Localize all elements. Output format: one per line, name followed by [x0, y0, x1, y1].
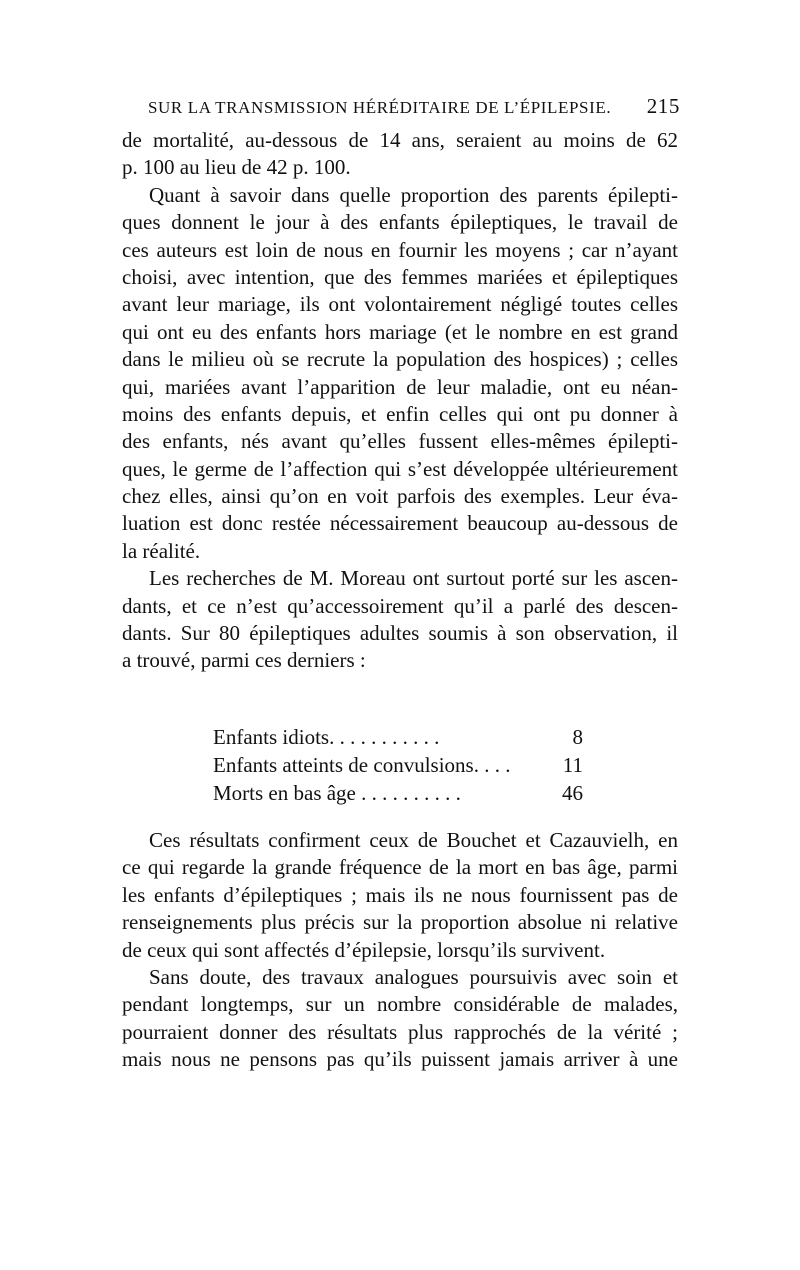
page-number: 215: [646, 94, 680, 118]
text-line: ques, le germe de l’affection qui s’est développée ultérieurement: [122, 456, 678, 481]
text-line: p. 100 au lieu de 42 p. 100.: [122, 155, 351, 180]
text-line: choisi, avec intention, que des femmes mariées et épileptiques: [122, 264, 678, 289]
text-line: qui, mariées avant l’apparition de leur maladie, ont eu néan-: [122, 374, 678, 399]
text-line: les enfants d’épileptiques ; mais ils ne nous fournissent pas de: [122, 882, 678, 907]
table-row-value: 46: [562, 781, 583, 805]
text-line: qui ont eu des enfants hors mariage (et le nombre en est grand: [122, 319, 678, 344]
text-line: Les recherches de M. Moreau ont surtout porté sur les ascen-: [149, 566, 678, 591]
text-line: pendant longtemps, sur un nombre considérable de malades,: [122, 992, 678, 1017]
table-row-label: Enfants idiots. . . . . . . . . . .: [213, 725, 440, 749]
text-line: avant leur mariage, ils ont volontairement négligé toutes celles: [122, 292, 678, 317]
text-line: pourraient donner des résultats plus rapprochés de la vérité ;: [122, 1019, 678, 1044]
text-line: de mortalité, au-dessous de 14 ans, seraient au moins de 62: [122, 128, 678, 152]
text-line: des enfants, nés avant qu’elles fussent elles-mêmes épilepti-: [122, 429, 678, 454]
page-header: [148, 94, 680, 124]
text-block-top: [122, 127, 678, 675]
text-line: ce qui regarde la grande fréquence de la mort en bas âge, parmi: [122, 855, 678, 880]
text-line: renseignements plus précis sur la proportion absolue ni relative: [122, 910, 678, 935]
text-line: dans le milieu où se recrute la population des hospices) ; celles: [122, 347, 678, 372]
offspring-table: [213, 725, 593, 809]
text-line: Ces résultats confirment ceux de Bouchet et Cazauvielh, en: [149, 828, 678, 852]
text-line: ques donnent le jour à des enfants épileptiques, le travail de: [122, 210, 678, 235]
text-line: Sans doute, des travaux analogues poursuivis avec soin et: [149, 964, 678, 989]
table-row-label: Enfants atteints de convulsions. . . .: [213, 753, 511, 777]
text-line: de ceux qui sont affectés d’épilepsie, lorsqu’ils survivent.: [122, 937, 606, 962]
running-title: SUR LA TRANSMISSION HÉRÉDITAIRE DE L’ÉPILEPSIE.: [148, 98, 612, 117]
text-line: dants. Sur 80 épileptiques adultes soumis à son observation, il: [122, 621, 678, 646]
table-row-value: 8: [572, 725, 583, 749]
text-line: a trouvé, parmi ces derniers :: [122, 648, 366, 673]
table-row-label: Morts en bas âge . . . . . . . . . .: [213, 781, 461, 805]
table-row: [213, 725, 593, 753]
text-line: mais nous ne pensons pas qu’ils puissent jamais arriver à une: [122, 1047, 678, 1072]
text-line: chez elles, ainsi qu’on en voit parfois des exemples. Leur éva-: [122, 484, 678, 509]
text-line: Quant à savoir dans quelle proportion des parents épilepti-: [149, 182, 678, 207]
text-line: ces auteurs est loin de nous en fournir les moyens ; car n’ayant: [122, 237, 678, 262]
table-row: [213, 753, 593, 781]
text-line: la réalité.: [122, 538, 201, 563]
table-row: [213, 781, 593, 809]
table-row-value: 11: [562, 753, 583, 777]
text-block-bottom: [122, 827, 678, 1074]
text-line: dants, et ce n’est qu’accessoirement qu’il a parlé des descen-: [122, 593, 678, 618]
text-line: luation est donc restée nécessairement beaucoup au-dessous de: [122, 511, 678, 536]
text-line: moins des enfants depuis, et enfin celles qui ont pu donner à: [122, 401, 678, 426]
